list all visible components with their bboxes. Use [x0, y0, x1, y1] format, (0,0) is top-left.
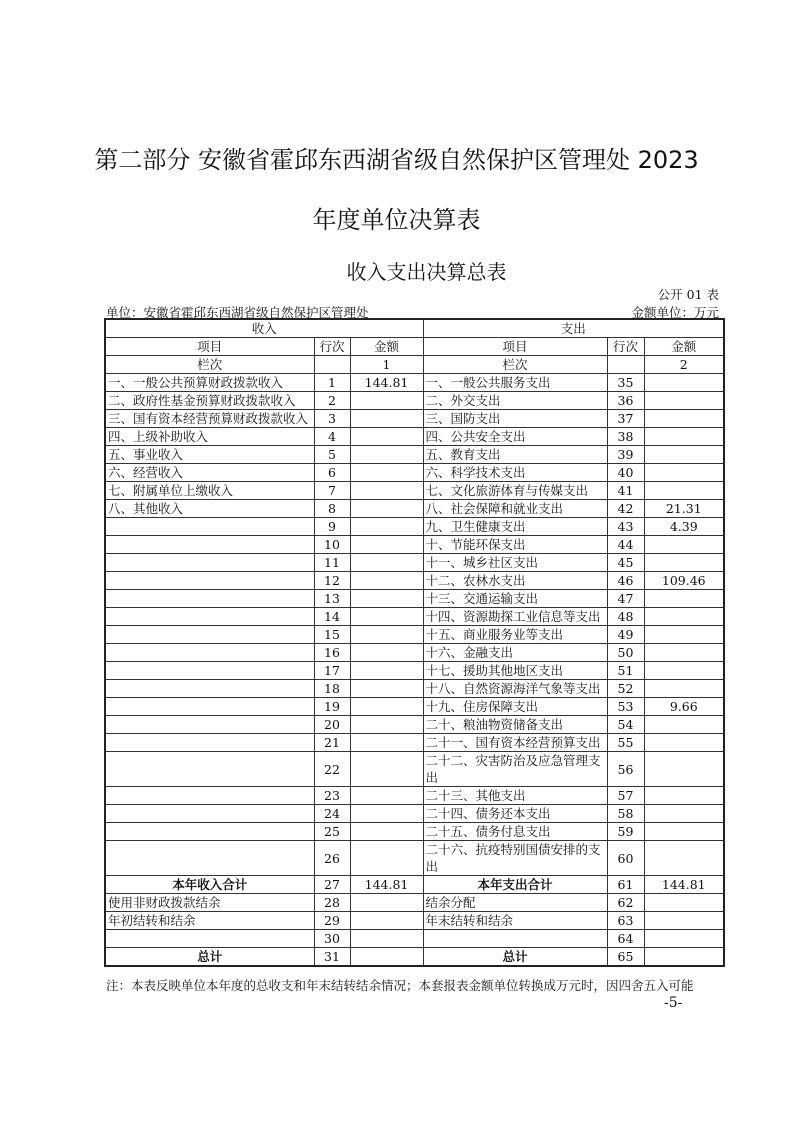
expense-item: 本年支出合计	[423, 876, 607, 894]
expense-amount	[644, 482, 724, 500]
income-item: 一、一般公共预算财政拨款收入	[105, 374, 314, 392]
expense-item: 十、节能环保支出	[423, 536, 607, 554]
income-item: 使用非财政拨款结余	[105, 894, 314, 912]
income-expense-table	[104, 318, 725, 967]
expense-amount: 109.46	[644, 572, 724, 590]
table-row	[105, 644, 724, 662]
income-row-number: 26	[314, 841, 350, 876]
income-amount	[350, 428, 423, 446]
expense-header: 支出	[423, 319, 724, 338]
income-row-number: 4	[314, 428, 350, 446]
expense-item: 十八、自然资源海洋气象等支出	[423, 680, 607, 698]
expense-item: 五、教育支出	[423, 446, 607, 464]
table-row	[105, 374, 724, 392]
income-amount	[350, 894, 423, 912]
income-row-number: 22	[314, 752, 350, 787]
income-row-number: 15	[314, 626, 350, 644]
expense-amount	[644, 752, 724, 787]
expense-item-header: 项目	[423, 338, 607, 356]
income-amount: 144.81	[350, 876, 423, 894]
table-row	[105, 572, 724, 590]
income-amount	[350, 608, 423, 626]
income-item	[105, 805, 314, 823]
income-row-number: 24	[314, 805, 350, 823]
income-row-number: 18	[314, 680, 350, 698]
expense-amount	[644, 410, 724, 428]
column-index-row	[105, 356, 724, 374]
expense-item: 总计	[423, 948, 607, 967]
income-amount-header: 金额	[350, 338, 423, 356]
expense-item: 七、文化旅游体育与传媒支出	[423, 482, 607, 500]
expense-col-index: 2	[644, 356, 724, 374]
table-row	[105, 464, 724, 482]
expense-row-number: 47	[607, 590, 644, 608]
table-row	[105, 680, 724, 698]
table-row	[105, 930, 724, 948]
table-row	[105, 428, 724, 446]
unit-name: 单位：安徽省霍邱东西湖省级自然保护区管理处	[106, 305, 369, 320]
income-row-number: 14	[314, 608, 350, 626]
expense-row-number: 42	[607, 500, 644, 518]
income-amount	[350, 698, 423, 716]
table-row	[105, 752, 724, 787]
income-row-number: 10	[314, 536, 350, 554]
income-item	[105, 680, 314, 698]
table-row	[105, 662, 724, 680]
income-amount	[350, 823, 423, 841]
income-amount: 144.81	[350, 374, 423, 392]
income-row-number: 25	[314, 823, 350, 841]
income-row-number: 3	[314, 410, 350, 428]
expense-item: 十五、商业服务业等支出	[423, 626, 607, 644]
expense-amount	[644, 716, 724, 734]
income-amount	[350, 518, 423, 536]
income-item	[105, 823, 314, 841]
income-amount	[350, 912, 423, 930]
income-amount	[350, 805, 423, 823]
total-row	[105, 948, 724, 967]
expense-item: 一、一般公共服务支出	[423, 374, 607, 392]
income-item: 三、国有资本经营预算财政拨款收入	[105, 410, 314, 428]
table-row	[105, 482, 724, 500]
table-row	[105, 716, 724, 734]
income-amount	[350, 446, 423, 464]
expense-item: 六、科学技术支出	[423, 464, 607, 482]
table-row	[105, 446, 724, 464]
expense-row-number: 58	[607, 805, 644, 823]
expense-amount	[644, 644, 724, 662]
expense-amount: 4.39	[644, 518, 724, 536]
expense-row-number: 39	[607, 446, 644, 464]
income-amount	[350, 716, 423, 734]
expense-amount	[644, 734, 724, 752]
income-amount	[350, 948, 423, 967]
table-title: 收入支出决算总表	[346, 260, 507, 284]
expense-amount	[644, 912, 724, 930]
income-amount	[350, 662, 423, 680]
expense-row-number: 56	[607, 752, 644, 787]
expense-amount	[644, 590, 724, 608]
table-row	[105, 894, 724, 912]
expense-amount	[644, 662, 724, 680]
income-item: 七、附属单位上缴收入	[105, 482, 314, 500]
expense-amount	[644, 805, 724, 823]
income-row-number: 19	[314, 698, 350, 716]
expense-row-number: 49	[607, 626, 644, 644]
expense-row-number: 36	[607, 392, 644, 410]
expense-row-number: 50	[607, 644, 644, 662]
table-row	[105, 912, 724, 930]
income-item	[105, 698, 314, 716]
income-row-number: 20	[314, 716, 350, 734]
expense-amount	[644, 823, 724, 841]
expense-row-number: 59	[607, 823, 644, 841]
table-row	[105, 590, 724, 608]
income-item	[105, 644, 314, 662]
income-amount	[350, 752, 423, 787]
income-amount	[350, 734, 423, 752]
expense-amount: 21.31	[644, 500, 724, 518]
income-item: 总计	[105, 948, 314, 967]
income-amount	[350, 787, 423, 805]
income-item	[105, 734, 314, 752]
income-amount	[350, 464, 423, 482]
income-amount	[350, 410, 423, 428]
expense-row-number: 48	[607, 608, 644, 626]
expense-item: 二十、粮油物资储备支出	[423, 716, 607, 734]
expense-item: 十九、住房保障支出	[423, 698, 607, 716]
expense-item: 四、公共安全支出	[423, 428, 607, 446]
income-row-number: 5	[314, 446, 350, 464]
income-index-label: 栏次	[105, 356, 314, 374]
table-row	[105, 410, 724, 428]
table-row	[105, 554, 724, 572]
income-amount	[350, 841, 423, 876]
table-row	[105, 518, 724, 536]
table-row	[105, 500, 724, 518]
income-row-number: 8	[314, 500, 350, 518]
expense-row-number: 61	[607, 876, 644, 894]
expense-item: 八、社会保障和就业支出	[423, 500, 607, 518]
expense-item: 十七、援助其他地区支出	[423, 662, 607, 680]
expense-item: 二十三、其他支出	[423, 787, 607, 805]
income-item: 六、经营收入	[105, 464, 314, 482]
expense-row-number: 38	[607, 428, 644, 446]
expense-item: 二十六、抗疫特别国债安排的支出	[423, 841, 607, 876]
table-row	[105, 626, 724, 644]
expense-row-number: 63	[607, 912, 644, 930]
page-title-line1: 第二部分 安徽省霍邱东西湖省级自然保护区管理处 2023	[94, 146, 699, 174]
expense-row-number: 41	[607, 482, 644, 500]
table-row	[105, 734, 724, 752]
income-amount	[350, 644, 423, 662]
expense-item: 二十二、灾害防治及应急管理支出	[423, 752, 607, 787]
expense-row-number: 62	[607, 894, 644, 912]
income-row-number: 11	[314, 554, 350, 572]
income-amount	[350, 626, 423, 644]
income-row-number: 28	[314, 894, 350, 912]
expense-amount	[644, 536, 724, 554]
page-title-line2: 年度单位决算表	[312, 206, 481, 234]
expense-row-number: 55	[607, 734, 644, 752]
expense-amount	[644, 374, 724, 392]
expense-amount	[644, 894, 724, 912]
income-row-number: 9	[314, 518, 350, 536]
income-row-number: 31	[314, 948, 350, 967]
expense-row-number: 44	[607, 536, 644, 554]
income-item: 本年收入合计	[105, 876, 314, 894]
expense-amount	[644, 841, 724, 876]
amount-unit: 金额单位：万元	[631, 305, 719, 320]
expense-row-number: 53	[607, 698, 644, 716]
income-row-header: 行次	[314, 338, 350, 356]
expense-row-number: 60	[607, 841, 644, 876]
expense-item: 十一、城乡社区支出	[423, 554, 607, 572]
expense-item: 二十五、债务付息支出	[423, 823, 607, 841]
income-col-index: 1	[350, 356, 423, 374]
expense-row-number: 35	[607, 374, 644, 392]
page-number: -5-	[664, 995, 683, 1011]
expense-item	[423, 930, 607, 948]
table-row	[105, 608, 724, 626]
income-item	[105, 554, 314, 572]
expense-amount-header: 金额	[644, 338, 724, 356]
income-amount	[350, 392, 423, 410]
income-item-header: 项目	[105, 338, 314, 356]
expense-index-label: 栏次	[423, 356, 607, 374]
income-item	[105, 536, 314, 554]
income-row-number: 23	[314, 787, 350, 805]
expense-row-number: 65	[607, 948, 644, 967]
income-item	[105, 930, 314, 948]
expense-amount	[644, 787, 724, 805]
expense-item: 十三、交通运输支出	[423, 590, 607, 608]
expense-row-number: 51	[607, 662, 644, 680]
expense-amount	[644, 428, 724, 446]
income-row-number: 6	[314, 464, 350, 482]
expense-item: 三、国防支出	[423, 410, 607, 428]
income-amount	[350, 680, 423, 698]
expense-item: 二十四、债务还本支出	[423, 805, 607, 823]
income-amount	[350, 930, 423, 948]
income-item	[105, 662, 314, 680]
income-item	[105, 787, 314, 805]
income-row-number: 12	[314, 572, 350, 590]
expense-amount	[644, 930, 724, 948]
expense-amount: 144.81	[644, 876, 724, 894]
table-row	[105, 805, 724, 823]
expense-row-header: 行次	[607, 338, 644, 356]
income-row-number: 21	[314, 734, 350, 752]
income-row-number: 17	[314, 662, 350, 680]
expense-item: 二、外交支出	[423, 392, 607, 410]
expense-amount	[644, 464, 724, 482]
form-number: 公开 01 表	[657, 287, 719, 302]
income-index-empty	[314, 356, 350, 374]
income-item	[105, 518, 314, 536]
income-row-number: 13	[314, 590, 350, 608]
income-amount	[350, 482, 423, 500]
expense-item: 结余分配	[423, 894, 607, 912]
expense-item: 十二、农林水支出	[423, 572, 607, 590]
expense-row-number: 64	[607, 930, 644, 948]
expense-index-empty	[607, 356, 644, 374]
expense-amount	[644, 608, 724, 626]
income-amount	[350, 500, 423, 518]
expense-item: 九、卫生健康支出	[423, 518, 607, 536]
table-row	[105, 536, 724, 554]
subtotal-row	[105, 876, 724, 894]
expense-item: 十六、金融支出	[423, 644, 607, 662]
income-item: 五、事业收入	[105, 446, 314, 464]
income-item	[105, 626, 314, 644]
income-item: 八、其他收入	[105, 500, 314, 518]
income-amount	[350, 590, 423, 608]
table-row	[105, 787, 724, 805]
expense-amount	[644, 392, 724, 410]
expense-item: 年末结转和结余	[423, 912, 607, 930]
income-item	[105, 608, 314, 626]
income-item	[105, 841, 314, 876]
income-amount	[350, 554, 423, 572]
section-header-row	[105, 319, 724, 338]
income-row-number: 2	[314, 392, 350, 410]
income-row-number: 30	[314, 930, 350, 948]
table-row	[105, 698, 724, 716]
expense-amount	[644, 554, 724, 572]
column-header-row	[105, 338, 724, 356]
income-row-number: 16	[314, 644, 350, 662]
income-item: 二、政府性基金预算财政拨款收入	[105, 392, 314, 410]
income-row-number: 1	[314, 374, 350, 392]
footnote: 注：本表反映单位本年度的总收支和年末结转结余情况；本套报表金额单位转换成万元时，因四舍五入可能	[106, 978, 694, 993]
income-item: 四、上级补助收入	[105, 428, 314, 446]
table-row	[105, 823, 724, 841]
income-row-number: 7	[314, 482, 350, 500]
expense-row-number: 57	[607, 787, 644, 805]
expense-item: 二十一、国有资本经营预算支出	[423, 734, 607, 752]
expense-row-number: 40	[607, 464, 644, 482]
expense-amount	[644, 680, 724, 698]
income-row-number: 29	[314, 912, 350, 930]
income-item	[105, 590, 314, 608]
income-header: 收入	[105, 319, 423, 338]
income-item	[105, 572, 314, 590]
income-row-number: 27	[314, 876, 350, 894]
income-item	[105, 752, 314, 787]
table-row	[105, 392, 724, 410]
expense-row-number: 45	[607, 554, 644, 572]
expense-row-number: 43	[607, 518, 644, 536]
expense-item: 十四、资源勘探工业信息等支出	[423, 608, 607, 626]
expense-amount	[644, 626, 724, 644]
expense-amount: 9.66	[644, 698, 724, 716]
income-item: 年初结转和结余	[105, 912, 314, 930]
expense-amount	[644, 948, 724, 967]
income-amount	[350, 572, 423, 590]
income-item	[105, 716, 314, 734]
expense-row-number: 37	[607, 410, 644, 428]
expense-row-number: 46	[607, 572, 644, 590]
expense-amount	[644, 446, 724, 464]
income-amount	[350, 536, 423, 554]
table-row	[105, 841, 724, 876]
expense-row-number: 52	[607, 680, 644, 698]
expense-row-number: 54	[607, 716, 644, 734]
